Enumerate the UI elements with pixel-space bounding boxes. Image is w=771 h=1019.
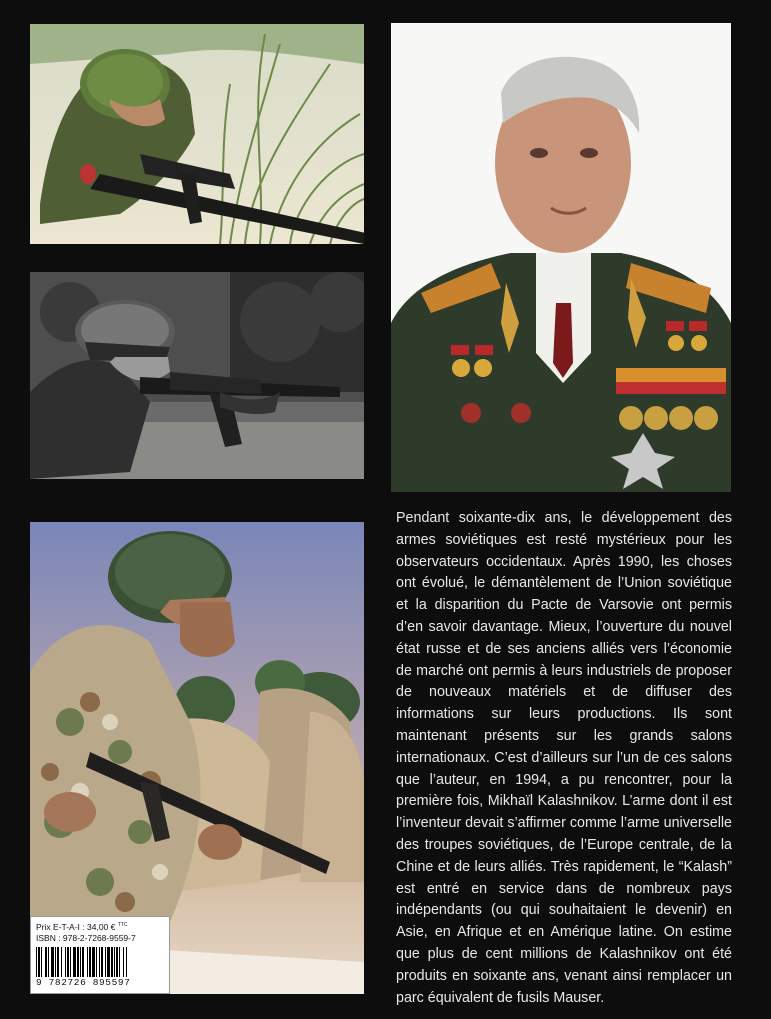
- price-line: [36, 920, 164, 933]
- barcode-icon: [36, 947, 164, 977]
- barcode-number: 9 782726 895597: [36, 976, 131, 988]
- photo-soldier-grass: [30, 24, 364, 244]
- back-cover-blurb: [396, 508, 732, 1009]
- price-text: Prix E-T-A-I : 34,00 €: [36, 921, 116, 932]
- isbn-text: ISBN : 978-2-7268-9559-7: [36, 932, 136, 943]
- photo-soldier-bw: [30, 272, 364, 479]
- blurb-text: Pendant soixante-dix ans, le développement des armes soviétiques est resté mystérieux pour les observateurs occidentaux. Après 1990, les choses ont évolué, le démantèlement de l’Union soviétique et la disparition du Pacte de Varsovie ont permis d’en savoir davantage. Mieux, l’ouverture du nouvel état russe et de ses anciens alliés vers l’économie de marché ont permis à leurs industriels de proposer de nouveaux matériels et de diffuser des informations sur leurs productions. Ils sont maintenant présents sur les grands salons internationaux. C’est d’ailleurs sur l’un de ces salons que l’auteur, en 1994, a pu rencontrer, pour la première fois, Mikhaïl Kalashnikov. L’arme dont il est l’inventeur devait s’affirmer comme l’arme universelle des troupes soviétiques, de l’Europe centrale, de la Chine et de leurs alliés. Très rapidement, le “Kalash” est entré en service dans de nombreux pays indépendants (ou qui souhaitaient le devenir) en Asie, en Afrique et en Amérique latine. On estime que plus de cent millions de Kalashnikov ont été produits en soixante ans, venant ainsi remplacer un parc équivalent de fusils Mauser.: [396, 510, 732, 1006]
- price-barcode-label: [30, 916, 170, 994]
- tax-text: TTC: [117, 922, 128, 928]
- photo-general-portrait: [391, 23, 731, 492]
